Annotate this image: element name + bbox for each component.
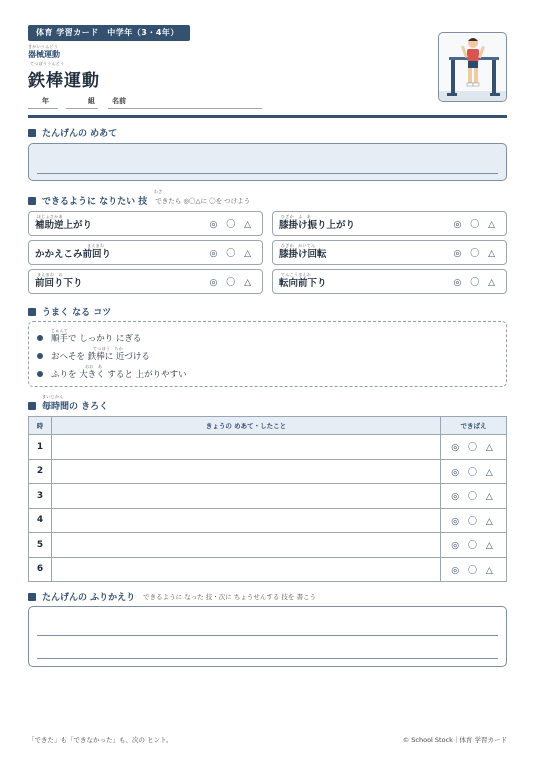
skill-card[interactable] — [272, 269, 507, 294]
reflection-note: できるように なった 技・次に ちょうせんする 技を 書こう — [143, 593, 316, 601]
lesson-notes-cell[interactable] — [52, 557, 441, 582]
square-bullet-icon — [28, 402, 36, 410]
skill-card[interactable] — [28, 211, 263, 236]
goal-heading-text: たんげんの めあて — [42, 129, 118, 139]
skill-ruby: ひざか かいてん — [281, 243, 316, 248]
square-bullet-icon — [28, 593, 36, 601]
card-type-tag: 体育 学習カード 中学年（3・4年） — [28, 25, 190, 41]
skills-heading — [28, 194, 250, 207]
record-heading-ruby: まいじかん — [42, 394, 64, 399]
dot-bullet-icon — [37, 371, 43, 377]
skill-name: 膝掛け回転 — [279, 248, 327, 260]
reflection-heading — [28, 590, 316, 603]
skill-ruby: ほじょさかあ — [37, 214, 63, 219]
tip-item — [37, 350, 150, 362]
year-label: 年 — [42, 97, 49, 105]
column-header: きょうの めあて・したこと — [52, 417, 441, 435]
tips-box — [28, 321, 507, 387]
tip-text: 順手で しっかり にぎる — [51, 334, 142, 344]
tip-ruby: じゅんて — [51, 328, 69, 333]
square-bullet-icon — [28, 197, 36, 205]
square-bullet-icon — [28, 308, 36, 316]
skills-heading-ruby: わざ — [154, 189, 163, 194]
table-row — [29, 533, 507, 558]
horizontal-bar-illustration — [439, 33, 507, 102]
subtitle: 器械運動 — [28, 50, 60, 59]
rating-marks[interactable]: ◎ 〇 △ — [209, 220, 254, 230]
subtitle-ruby: きかいうんどう — [28, 44, 59, 49]
skill-ruby: まえまわ — [87, 243, 105, 248]
lesson-number: 1 — [29, 435, 52, 460]
dot-bullet-icon — [37, 335, 43, 341]
lesson-notes-cell[interactable] — [52, 508, 441, 533]
tips-heading-text: うまく なる コツ — [42, 308, 112, 318]
reflection-heading-text: たんげんの ふりかえり — [42, 593, 136, 603]
rating-marks[interactable]: ◎ 〇 △ — [441, 484, 507, 509]
tip-text: おへそを 鉄棒に 近づける — [51, 352, 150, 362]
skills-note: できたら ◎〇△に 〇を つけよう — [155, 197, 251, 205]
name-field[interactable] — [108, 108, 262, 109]
rating-marks[interactable]: ◎ 〇 △ — [441, 557, 507, 582]
skill-name: 補助逆上がり — [35, 219, 93, 231]
lesson-number: 2 — [29, 459, 52, 484]
skill-card[interactable] — [28, 240, 263, 265]
reflection-input-box[interactable] — [28, 606, 507, 667]
footer-hint: 「できた」も「できなかった」も、次の ヒント。 — [28, 736, 173, 744]
header-rule — [28, 115, 507, 118]
table-row — [29, 459, 507, 484]
column-header: 時 — [29, 417, 52, 435]
rating-marks[interactable]: ◎ 〇 △ — [441, 533, 507, 558]
lesson-number: 4 — [29, 508, 52, 533]
skill-card[interactable] — [272, 240, 507, 265]
goal-input-box[interactable] — [28, 143, 507, 181]
illustration — [438, 32, 507, 102]
dot-bullet-icon — [37, 353, 43, 359]
square-bullet-icon — [28, 129, 36, 137]
rating-marks[interactable]: ◎ 〇 △ — [441, 508, 507, 533]
skill-ruby: ひざか ふ あ — [281, 214, 312, 219]
footer-credit: © School Stock｜体育 学習カード — [402, 736, 507, 744]
rating-marks[interactable]: ◎ 〇 △ — [441, 459, 507, 484]
skill-name: 転向前下り — [279, 277, 327, 289]
record-heading — [28, 399, 108, 412]
rating-marks[interactable]: ◎ 〇 △ — [453, 278, 498, 288]
writing-line — [37, 173, 498, 174]
skill-name: 膝掛け振り上がり — [279, 219, 356, 231]
skill-ruby: てんこうまえお — [281, 272, 312, 277]
record-table — [28, 416, 507, 582]
tip-ruby: おお あ — [85, 364, 103, 369]
year-field[interactable] — [28, 108, 58, 109]
class-label: 組 — [88, 97, 95, 105]
skill-card[interactable] — [28, 269, 263, 294]
lesson-notes-cell[interactable] — [52, 435, 441, 460]
tip-item — [37, 332, 141, 344]
table-row — [29, 508, 507, 533]
writing-line — [37, 635, 498, 636]
lesson-notes-cell[interactable] — [52, 533, 441, 558]
table-row — [29, 484, 507, 509]
class-field[interactable] — [66, 108, 98, 109]
lesson-number: 5 — [29, 533, 52, 558]
lesson-notes-cell[interactable] — [52, 484, 441, 509]
rating-marks[interactable]: ◎ 〇 △ — [441, 435, 507, 460]
rating-marks[interactable]: ◎ 〇 △ — [453, 220, 498, 230]
tip-text: ふりを 大きく すると 上がりやすい — [51, 370, 187, 380]
tip-item — [37, 368, 187, 380]
table-row — [29, 435, 507, 460]
lesson-number: 3 — [29, 484, 52, 509]
table-row — [29, 557, 507, 582]
skill-card[interactable] — [272, 211, 507, 236]
name-label: 名前 — [112, 97, 126, 105]
skill-name: 前回り下り — [35, 277, 83, 289]
tips-heading — [28, 305, 111, 318]
writing-line — [37, 658, 498, 659]
lesson-notes-cell[interactable] — [52, 459, 441, 484]
page-title: 鉄棒運動 — [28, 71, 100, 91]
rating-marks[interactable]: ◎ 〇 △ — [453, 249, 498, 259]
goal-heading — [28, 126, 117, 139]
rating-marks[interactable]: ◎ 〇 △ — [209, 249, 254, 259]
skill-ruby: まえまわ お — [37, 272, 63, 277]
title-ruby: てつぼううんどう — [30, 61, 65, 66]
tip-ruby: てつぼう ちか — [93, 346, 124, 351]
skills-heading-text: できるように なりたい 技 — [42, 197, 148, 207]
column-header: できばえ — [441, 417, 507, 435]
skill-name: かかえこみ前回り — [35, 248, 112, 260]
lesson-number: 6 — [29, 557, 52, 582]
record-heading-text: 毎時間の きろく — [42, 402, 109, 412]
rating-marks[interactable]: ◎ 〇 △ — [209, 278, 254, 288]
